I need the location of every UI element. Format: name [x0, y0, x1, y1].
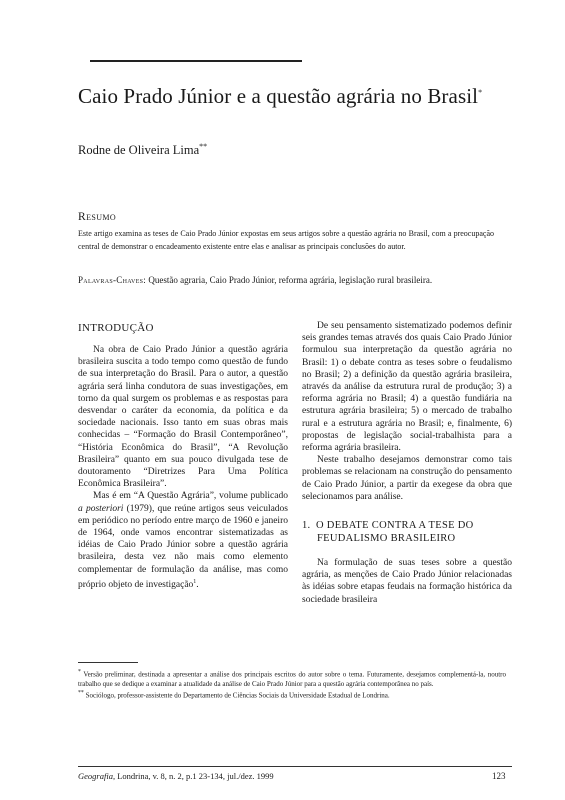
- right-column: [302, 320, 512, 606]
- intro-p2-end: .: [196, 580, 199, 591]
- intro-p2-emphasis: a posteriori: [78, 503, 124, 514]
- footnote-2-text: Sociólogo, professor-assistente do Departamento de Ciências Sociais da Universidade Estadual de Londrina.: [85, 691, 390, 700]
- footnote-1-text: Versão preliminar, destinada a apresentar a análise dos principais escritos do autor sobre o tema. Futuramente, desejamos complementá-la, noutro trabalho que se dedique a examinar a atualidade da análise de Caio Prado Júnior para a questão agrária contemporânea no país.: [78, 670, 507, 688]
- right-paragraph-2: Neste trabalho desejamos demonstrar como tais problemas se relacionam na construção do pensamento de Caio Prado Júnior, a partir da exegese da obra que selecionamos para análise.: [302, 455, 512, 502]
- footnote-rule: [78, 662, 138, 663]
- title-text: Caio Prado Júnior e a questão agrária no Brasil: [78, 84, 479, 108]
- author-footnote-mark: **: [199, 142, 208, 151]
- abstract-text: Este artigo examina as teses de Caio Prado Júnior expostas em seus artigos sobre a questão agrária no Brasil, com a preocupação central de demonstrar o encadeamento existente entre elas e analisar as principais conclusões do autor.: [78, 229, 494, 251]
- abstract-heading: Resumo: [78, 211, 117, 223]
- journal-name: Geografia: [78, 771, 113, 781]
- footnotes: [78, 668, 506, 701]
- journal-details: , Londrina, v. 8, n. 2, p.1 23-134, jul./dez. 1999: [112, 771, 274, 781]
- author-text: Rodne de Oliveira Lima: [78, 143, 200, 158]
- keywords: [78, 275, 496, 285]
- author-name: [78, 142, 207, 158]
- intro-p2-part-b: (1979), que reúne artigos seus veiculados em periódico no período entre março de 1960 e janeiro de 1964, onde vamos encontrar sistematizadas as idéias de Caio Prado Júnior sobre a questão agrária brasileira, desta vez não mais como elemento complementar de formulação da análise, mas como próprio objeto de investigação: [78, 503, 289, 591]
- footer-rule: [78, 766, 512, 767]
- section-1-heading: [302, 519, 512, 545]
- section-1-title-line-1: O DEBATE CONTRA A TESE DO: [316, 520, 474, 532]
- footnote-1: [78, 668, 506, 689]
- intro-p2-part-a: Mas é em “A Questão Agrária”, volume publicado: [93, 491, 288, 502]
- footnote-2: [78, 689, 506, 701]
- intro-paragraph-2: [78, 490, 288, 591]
- keywords-label: Palavras-Chaves:: [78, 275, 147, 285]
- left-column: [78, 322, 289, 591]
- section-1-number: 1.: [302, 520, 311, 532]
- title-footnote-mark: *: [478, 88, 483, 97]
- intro-heading: INTRODUÇÃO: [78, 322, 154, 334]
- footnote-ref-1[interactable]: 1: [193, 578, 197, 585]
- keywords-text: Questão agraria, Caio Prado Júnior, reforma agrária, legislação rural brasileira.: [148, 275, 433, 285]
- footnote-1-mark: *: [78, 669, 81, 675]
- top-rule: [90, 60, 302, 62]
- right-paragraph-1: De seu pensamento sistematizado podemos definir seis grandes temas através dos quais Caio Prado Júnior formulou sua interpretação da questão agrária no Brasil: 1) o debate contra as teses sobre o feudalismo no Brasil; 2) a definição da questão agrária brasileira, através da análise da estrutura rural de produção; 3) a reforma agrária no Brasil; 4) a questão fundiária na estrutura agrária brasileira; 5) o mercado de trabalho rural e a estrutura agrária no Brasil; e, finalmente, 6) propostas de legislação social-trabalhista para a reforma agrária brasileira.: [302, 321, 512, 454]
- footnote-2-mark: **: [78, 690, 84, 697]
- page-number: 123: [492, 771, 506, 781]
- journal-citation: [78, 771, 274, 781]
- right-paragraph-3: Na formulação de suas teses sobre a questão agrária, as menções de Caio Prado Júnior relacionadas às idéias sobre etapas feudais na formação histórica da sociedade brasileira: [302, 558, 512, 605]
- intro-paragraph-1: Na obra de Caio Prado Júnior a questão agrária brasileira suscita a todo tempo como questão de fundo de sua interpretação do Brasil. Para o autor, a questão agrária será linha condutora de suas investigações, em torno da qual surgem os problemas e as respostas para desvendar o caráter da economia, da política e da sociedade nacionais. Isso tanto em suas obras mais conhecidas – “Formação do Brasil Contemporâneo”, “História Econômica do Brasil”, “A Revolução Brasileira” quanto em sua pouco divulgada tese de doutoramento “Diretrizes Para Uma Política Econômica Brasileira”.: [78, 345, 288, 490]
- section-1-title-line-2: FEUDALISMO BRASILEIRO: [317, 533, 456, 545]
- article-title: [78, 84, 482, 109]
